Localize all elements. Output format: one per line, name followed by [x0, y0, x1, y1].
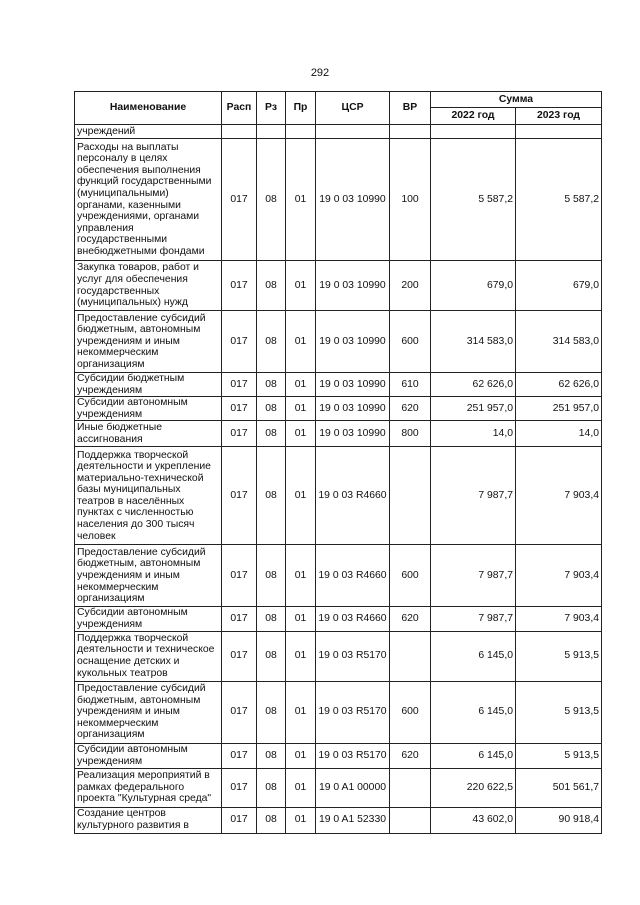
header-year-2022: 2022 год: [431, 108, 516, 125]
row-pr: 01: [286, 261, 316, 311]
row-rz: 08: [257, 397, 286, 421]
row-csr: 19 0 03 10990: [316, 421, 390, 447]
row-rasp: 017: [222, 421, 257, 447]
row-amount-2022: 679,0: [431, 261, 516, 311]
row-vr: [390, 447, 431, 545]
row-csr: 19 0 03 R5170: [316, 631, 390, 681]
row-rasp: 017: [222, 139, 257, 261]
row-rasp: 017: [222, 397, 257, 421]
row-rz: 08: [257, 421, 286, 447]
row-rasp: 017: [222, 447, 257, 545]
table-row: [75, 125, 602, 139]
row-rz: 08: [257, 139, 286, 261]
row-rz: 08: [257, 373, 286, 397]
row-rasp: 017: [222, 545, 257, 607]
row-csr: 19 0 03 10990: [316, 311, 390, 373]
row-rasp: 017: [222, 311, 257, 373]
row-rasp: 017: [222, 631, 257, 681]
table-row: [75, 768, 602, 807]
row-amount-2023: [516, 125, 602, 139]
header-rz: Рз: [257, 92, 286, 125]
row-csr: 19 0 03 R5170: [316, 681, 390, 743]
row-name: Предоставление субсидий бюджетным, автономным учреждениям и иным некоммерческим организациям: [75, 681, 222, 743]
row-name: Поддержка творческой деятельности и техническое оснащение детских и кукольных театров: [75, 631, 222, 681]
row-vr: [390, 807, 431, 833]
row-amount-2023: 7 903,4: [516, 607, 602, 631]
row-amount-2023: 90 918,4: [516, 807, 602, 833]
row-amount-2022: 14,0: [431, 421, 516, 447]
row-amount-2023: 5 913,5: [516, 743, 602, 768]
row-amount-2022: 6 145,0: [431, 681, 516, 743]
row-rasp: 017: [222, 768, 257, 807]
row-amount-2023: 5 913,5: [516, 681, 602, 743]
row-pr: 01: [286, 397, 316, 421]
table-body: [75, 125, 602, 834]
table-row: [75, 545, 602, 607]
row-amount-2022: 220 622,5: [431, 768, 516, 807]
row-pr: 01: [286, 807, 316, 833]
row-rz: 08: [257, 743, 286, 768]
row-name: Реализация мероприятий в рамках федерального проекта "Культурная среда": [75, 768, 222, 807]
row-rz: 08: [257, 261, 286, 311]
row-amount-2022: 251 957,0: [431, 397, 516, 421]
row-vr: 620: [390, 743, 431, 768]
table-row: [75, 607, 602, 631]
page-number: 292: [310, 67, 330, 79]
row-vr: 200: [390, 261, 431, 311]
row-amount-2022: 7 987,7: [431, 607, 516, 631]
table-row: [75, 421, 602, 447]
row-name: Субсидии бюджетным учреждениям: [75, 373, 222, 397]
table-row: [75, 447, 602, 545]
table-row: [75, 261, 602, 311]
row-pr: [286, 125, 316, 139]
row-amount-2022: 43 602,0: [431, 807, 516, 833]
row-rz: [257, 125, 286, 139]
row-rasp: 017: [222, 743, 257, 768]
row-rasp: 017: [222, 807, 257, 833]
row-pr: 01: [286, 607, 316, 631]
header-csr: ЦСР: [316, 92, 390, 125]
row-amount-2022: 5 587,2: [431, 139, 516, 261]
table-row: [75, 681, 602, 743]
row-pr: 01: [286, 631, 316, 681]
row-name: Закупка товаров, работ и услуг для обеспечения государственных (муниципальных) нужд: [75, 261, 222, 311]
row-name: Субсидии автономным учреждениям: [75, 607, 222, 631]
row-amount-2022: 6 145,0: [431, 743, 516, 768]
row-rz: 08: [257, 681, 286, 743]
row-rasp: 017: [222, 373, 257, 397]
row-vr: 100: [390, 139, 431, 261]
table-row: [75, 631, 602, 681]
row-vr: 600: [390, 545, 431, 607]
row-csr: 19 0 A1 52330: [316, 807, 390, 833]
row-vr: 610: [390, 373, 431, 397]
row-name: Расходы на выплаты персоналу в целях обеспечения выполнения функций государственными (муниципальными) органами, казенными учреждениями, органами управления государственными внебюджетными фондами: [75, 139, 222, 261]
table-row: [75, 139, 602, 261]
row-pr: 01: [286, 743, 316, 768]
row-pr: 01: [286, 373, 316, 397]
header-rasp: Расп: [222, 92, 257, 125]
row-name: Предоставление субсидий бюджетным, автономным учреждениям и иным некоммерческим организациям: [75, 311, 222, 373]
budget-table: [74, 91, 602, 834]
table-row: [75, 311, 602, 373]
row-amount-2023: 7 903,4: [516, 447, 602, 545]
row-amount-2023: 7 903,4: [516, 545, 602, 607]
row-vr: [390, 125, 431, 139]
row-pr: 01: [286, 681, 316, 743]
row-vr: 600: [390, 311, 431, 373]
row-name: учреждений: [75, 125, 222, 139]
row-pr: 01: [286, 768, 316, 807]
row-name: Иные бюджетные ассигнования: [75, 421, 222, 447]
row-amount-2022: 7 987,7: [431, 545, 516, 607]
row-csr: 19 0 03 R4660: [316, 607, 390, 631]
row-csr: [316, 125, 390, 139]
row-pr: 01: [286, 139, 316, 261]
row-csr: 19 0 03 10990: [316, 261, 390, 311]
row-amount-2022: 7 987,7: [431, 447, 516, 545]
row-vr: 620: [390, 607, 431, 631]
row-rz: 08: [257, 545, 286, 607]
row-vr: 600: [390, 681, 431, 743]
row-name: Поддержка творческой деятельности и укрепление материально-технической базы муниципальных театров в населённых пунктах с численностью населения до 300 тысяч человек: [75, 447, 222, 545]
row-csr: 19 0 03 10990: [316, 373, 390, 397]
row-amount-2023: 314 583,0: [516, 311, 602, 373]
row-amount-2022: 6 145,0: [431, 631, 516, 681]
row-amount-2023: 679,0: [516, 261, 602, 311]
row-amount-2022: 314 583,0: [431, 311, 516, 373]
row-csr: 19 0 A1 00000: [316, 768, 390, 807]
header-pr: Пр: [286, 92, 316, 125]
row-amount-2023: 5 913,5: [516, 631, 602, 681]
row-rz: 08: [257, 311, 286, 373]
row-rz: 08: [257, 607, 286, 631]
row-csr: 19 0 03 10990: [316, 139, 390, 261]
row-amount-2023: 5 587,2: [516, 139, 602, 261]
row-csr: 19 0 03 10990: [316, 397, 390, 421]
row-name: Предоставление субсидий бюджетным, автономным учреждениям и иным некоммерческим организациям: [75, 545, 222, 607]
row-amount-2023: 14,0: [516, 421, 602, 447]
row-csr: 19 0 03 R4660: [316, 447, 390, 545]
row-rz: 08: [257, 631, 286, 681]
table-row: [75, 743, 602, 768]
row-pr: 01: [286, 311, 316, 373]
row-rz: 08: [257, 768, 286, 807]
row-rasp: 017: [222, 681, 257, 743]
row-amount-2023: 251 957,0: [516, 397, 602, 421]
row-amount-2022: [431, 125, 516, 139]
row-vr: [390, 768, 431, 807]
table-row: [75, 397, 602, 421]
row-pr: 01: [286, 421, 316, 447]
row-rz: 08: [257, 807, 286, 833]
row-vr: [390, 631, 431, 681]
row-vr: 620: [390, 397, 431, 421]
table-row: [75, 373, 602, 397]
row-rasp: [222, 125, 257, 139]
row-name: Субсидии автономным учреждениям: [75, 397, 222, 421]
row-vr: 800: [390, 421, 431, 447]
row-amount-2022: 62 626,0: [431, 373, 516, 397]
row-csr: 19 0 03 R4660: [316, 545, 390, 607]
header-vr: ВР: [390, 92, 431, 125]
header-name: Наименование: [75, 92, 222, 125]
row-rz: 08: [257, 447, 286, 545]
row-rasp: 017: [222, 607, 257, 631]
row-amount-2023: 501 561,7: [516, 768, 602, 807]
header-year-2023: 2023 год: [516, 108, 602, 125]
header-sum: Сумма: [431, 92, 602, 108]
row-csr: 19 0 03 R5170: [316, 743, 390, 768]
row-name: Создание центров культурного развития в: [75, 807, 222, 833]
row-amount-2023: 62 626,0: [516, 373, 602, 397]
row-rasp: 017: [222, 261, 257, 311]
row-pr: 01: [286, 545, 316, 607]
row-pr: 01: [286, 447, 316, 545]
table-row: [75, 807, 602, 833]
row-name: Субсидии автономным учреждениям: [75, 743, 222, 768]
